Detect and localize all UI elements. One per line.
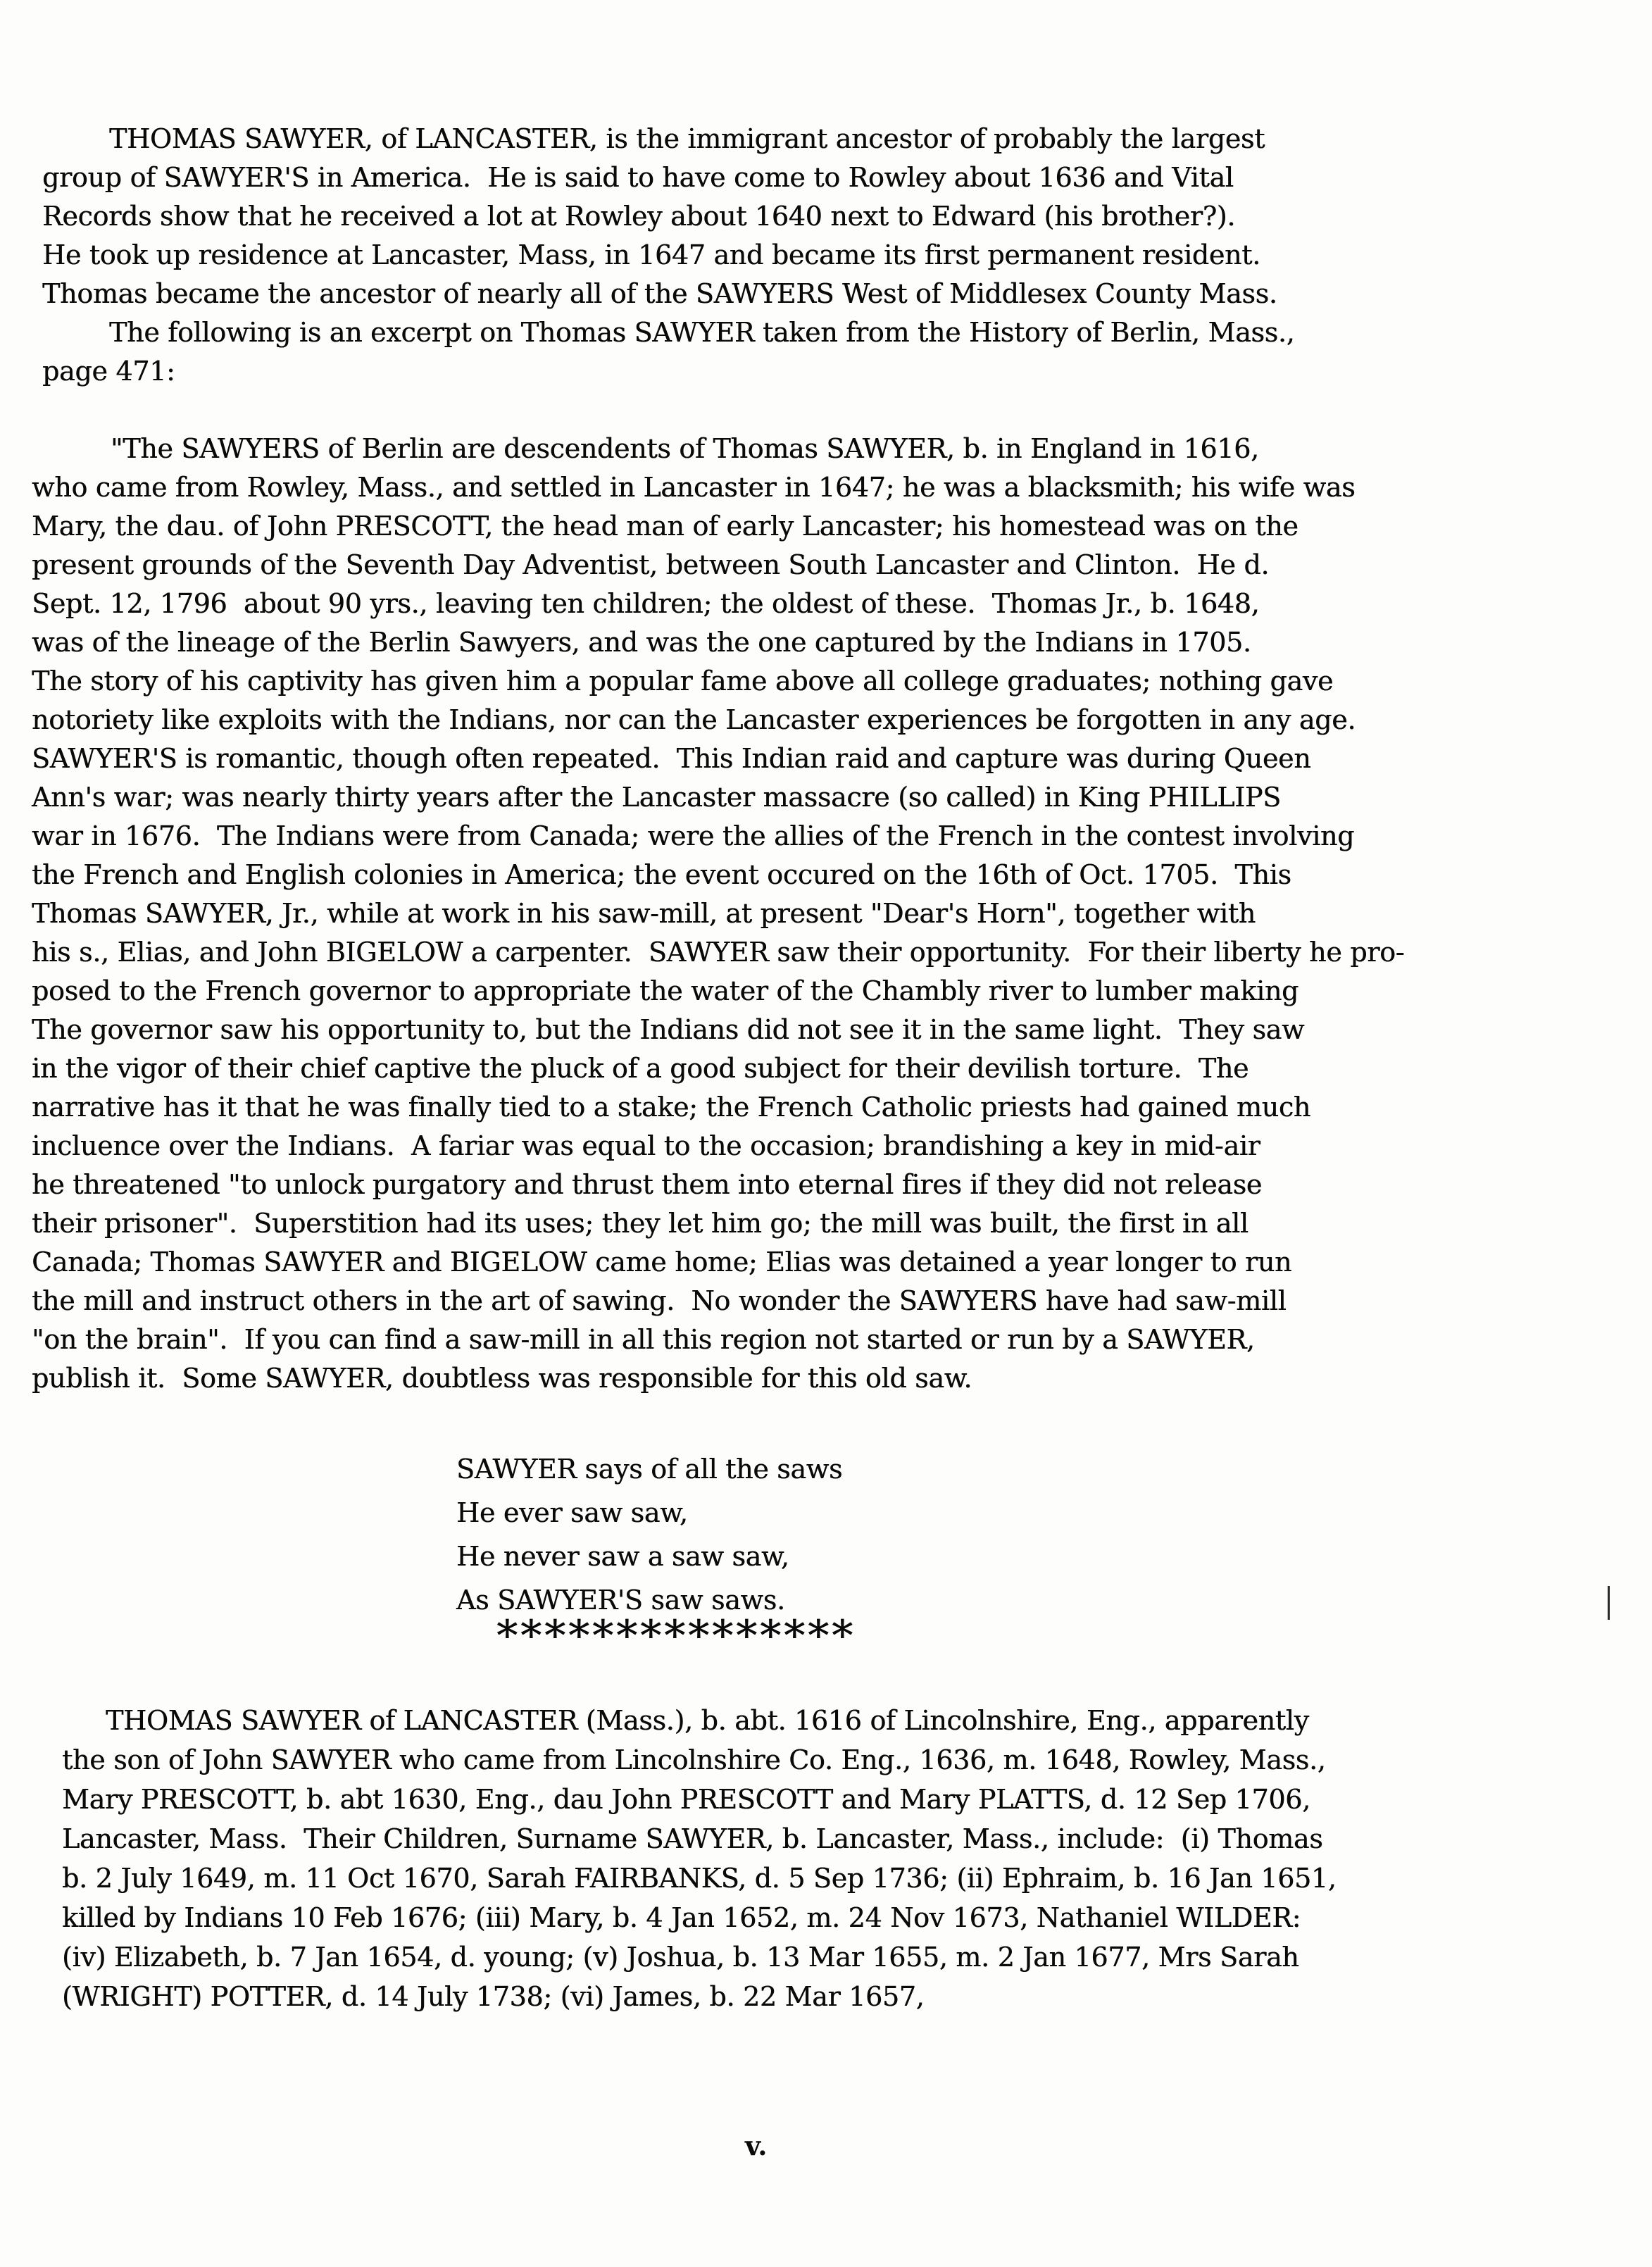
text-line: Lancaster, Mass. Their Children, Surname SAWYER, b. Lancaster, Mass., include: (i) Thomas <box>62 1823 1323 1854</box>
text-line: incluence over the Indians. A fariar was equal to the occasion; brandishing a key in mid-air <box>32 1130 1260 1161</box>
text-line: Mary, the dau. of John PRESCOTT, the head man of early Lancaster; his homestead was on the <box>32 511 1299 542</box>
text-line: He ever saw saw, <box>456 1497 688 1528</box>
text-line: group of SAWYER'S in America. He is said to have come to Rowley about 1636 and Vital <box>42 162 1234 193</box>
text-line: (iv) Elizabeth, b. 7 Jan 1654, d. young; (v) Joshua, b. 13 Mar 1655, m. 2 Jan 1677, Mrs Sarah <box>62 1942 1299 1973</box>
text-line: the French and English colonies in America; the event occured on the 16th of Oct. 1705. This <box>32 859 1291 890</box>
text-line: was of the lineage of the Berlin Sawyers, and was the one captured by the Indians in 1705. <box>32 627 1251 658</box>
text-line: narrative has it that he was finally tied to a stake; the French Catholic priests had gained much <box>32 1092 1310 1123</box>
text-line: the mill and instruct others in the art of sawing. No wonder the SAWYERS have had saw-mill <box>32 1285 1287 1316</box>
text-line: "on the brain". If you can find a saw-mill in all this region not started or run by a SAWYER, <box>32 1324 1255 1355</box>
text-line: Mary PRESCOTT, b. abt 1630, Eng., dau John PRESCOTT and Mary PLATTS, d. 12 Sep 1706, <box>62 1784 1310 1815</box>
text-line: Thomas SAWYER, Jr., while at work in his saw-mill, at present "Dear's Horn", together with <box>32 898 1256 929</box>
saw-poem <box>456 1447 842 1622</box>
text-line: The story of his captivity has given him a popular fame above all college graduates; nothing gave <box>32 666 1334 697</box>
intro-paragraph <box>42 120 1277 313</box>
text-line: page 471: <box>42 356 175 387</box>
text-line: The governor saw his opportunity to, but the Indians did not see it in the same light. They saw <box>32 1014 1305 1045</box>
text-line: SAWYER says of all the saws <box>456 1454 843 1485</box>
text-line: present grounds of the Seventh Day Adventist, between South Lancaster and Clinton. He d. <box>32 549 1270 580</box>
text-line: b. 2 July 1649, m. 11 Oct 1670, Sarah FAIRBANKS, d. 5 Sep 1736; (ii) Ephraim, b. 16 Jan 1651, <box>62 1863 1337 1894</box>
text-line: publish it. Some SAWYER, doubtless was responsible for this old saw. <box>32 1363 972 1394</box>
text-line: The following is an excerpt on Thomas SAWYER taken from the History of Berlin, Mass., <box>109 317 1295 348</box>
text-line: notoriety like exploits with the Indians, nor can the Lancaster experiences be forgotten in any age. <box>32 704 1356 735</box>
text-line: He never saw a saw saw, <box>456 1541 789 1572</box>
text-line: war in 1676. The Indians were from Canada; were the allies of the French in the contest involving <box>32 820 1355 851</box>
text-line: their prisoner". Superstition had its uses; they let him go; the mill was built, the first in all <box>32 1208 1249 1239</box>
excerpt-quote-paragraph <box>32 430 1404 1398</box>
text-line: Canada; Thomas SAWYER and BIGELOW came home; Elias was detained a year longer to run <box>32 1247 1292 1278</box>
text-line: he threatened "to unlock purgatory and thrust them into eternal fires if they did not release <box>32 1169 1262 1200</box>
text-line: Thomas became the ancestor of nearly all of the SAWYERS West of Middlesex County Mass. <box>42 278 1277 309</box>
text-line: THOMAS SAWYER, of LANCASTER, is the immigrant ancestor of probably the largest <box>109 123 1265 154</box>
text-line: As SAWYER'S saw saws. <box>456 1585 785 1616</box>
text-line: Records show that he received a lot at Rowley about 1640 next to Edward (his brother?). <box>42 201 1236 232</box>
text-line: killed by Indians 10 Feb 1676; (iii) Mary, b. 4 Jan 1652, m. 24 Nov 1673, Nathaniel WILDER: <box>62 1902 1301 1933</box>
page-number: v. <box>745 2130 768 2161</box>
excerpt-lead-paragraph <box>42 313 1294 391</box>
genealogy-paragraph <box>62 1701 1337 2016</box>
text-line: his s., Elias, and John BIGELOW a carpenter. SAWYER saw their opportunity. For their liberty he pro- <box>32 937 1405 968</box>
scan-artifact-line <box>1608 1586 1610 1620</box>
text-line: He took up residence at Lancaster, Mass, in 1647 and became its first permanent resident. <box>42 239 1260 270</box>
text-line: in the vigor of their chief captive the pluck of a good subject for their devilish torture. The <box>32 1053 1249 1084</box>
text-line: posed to the French governor to appropriate the water of the Chambly river to lumber making <box>32 975 1299 1006</box>
text-line: Sept. 12, 1796 about 90 yrs., leaving ten children; the oldest of these. Thomas Jr., b. 1648, <box>32 588 1260 619</box>
text-line: the son of John SAWYER who came from Lincolnshire Co. Eng., 1636, m. 1648, Rowley, Mass., <box>62 1744 1326 1775</box>
asterisk-separator: *************** <box>496 1611 856 1661</box>
text-line: SAWYER'S is romantic, though often repeated. This Indian raid and capture was during Queen <box>32 743 1311 774</box>
text-line: THOMAS SAWYER of LANCASTER (Mass.), b. abt. 1616 of Lincolnshire, Eng., apparently <box>106 1705 1309 1736</box>
text-line: "The SAWYERS of Berlin are descendents of Thomas SAWYER, b. in England in 1616, <box>111 433 1259 464</box>
text-line: who came from Rowley, Mass., and settled in Lancaster in 1647; he was a blacksmith; his wife was <box>32 472 1356 503</box>
text-line: Ann's war; was nearly thirty years after the Lancaster massacre (so called) in King PHILLIPS <box>32 782 1281 813</box>
text-line: (WRIGHT) POTTER, d. 14 July 1738; (vi) James, b. 22 Mar 1657, <box>62 1981 925 2012</box>
